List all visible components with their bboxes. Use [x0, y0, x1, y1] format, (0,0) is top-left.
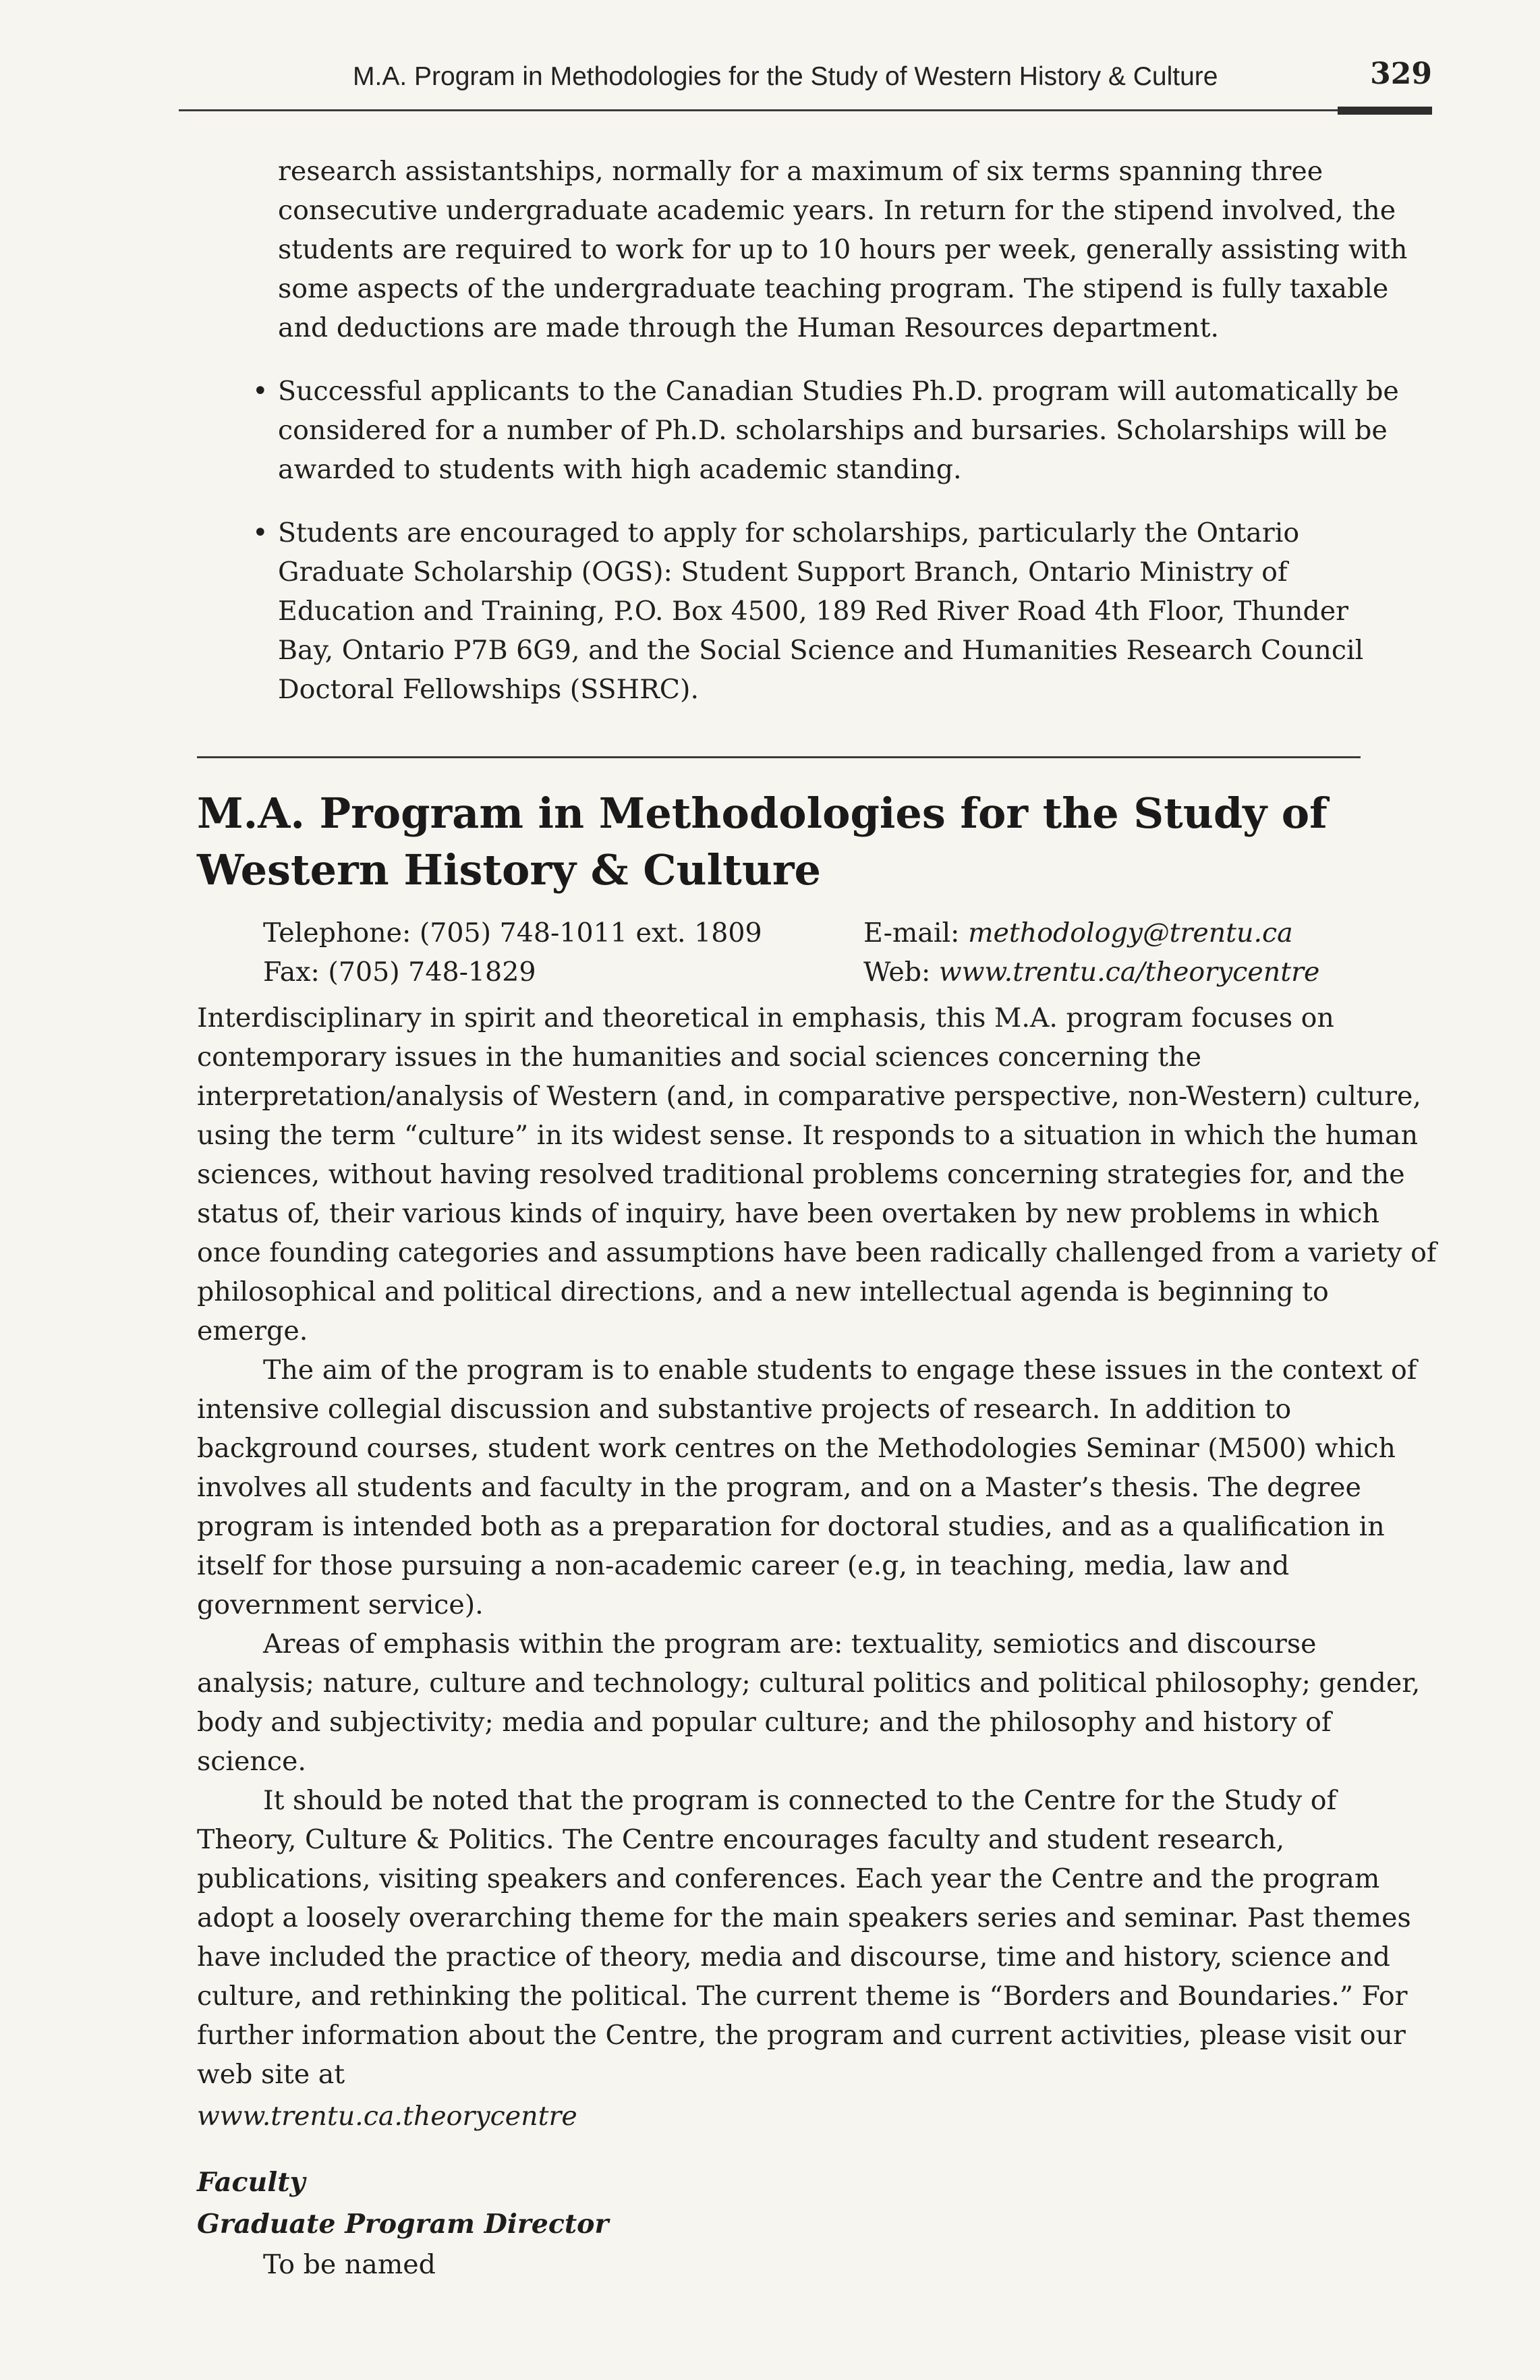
director-name: To be named: [263, 2249, 436, 2280]
email-label: E-mail:: [863, 917, 969, 948]
bullet-item: [197, 372, 1411, 489]
bullet-dot-icon: •: [252, 517, 268, 548]
telephone: Telephone: (705) 748-1011 ext. 1809: [263, 917, 762, 948]
bullet-text: Students are encouraged to apply for scholarships, particularly the Ontario Graduate Scholarship (OGS): Student Support Branch, Ontario Ministry of Education and Training, P.O. Box 4500, 189 Red River Road 4th Floor, Thunder Bay, Ontario P7B 6G9, and the Social Science and Humanities Research Council Doctoral Fellowships (SSHRC).: [278, 517, 1364, 705]
bullet-text: Successful applicants to the Canadian Studies Ph.D. program will automatically be considered for a number of Ph.D. scholarships and bursaries. Scholarships will be awarded to students with high academic standing.: [278, 376, 1399, 485]
section-title: M.A. Program in Methodologies for the Study of Western History & Culture: [197, 789, 1328, 895]
bullet-item: [197, 513, 1411, 709]
page-body: [197, 152, 1442, 2284]
email-line: [863, 913, 1442, 953]
web-label: Web:: [863, 957, 939, 988]
email-link[interactable]: methodology@trentu.ca: [968, 917, 1293, 948]
body-paragraph: It should be noted that the program is connected to the Centre for the Study of Theory, Culture & Politics. The Centre encourages faculty and student research, publications, visiting speakers and conferences. Each year the Centre and the program adopt a loosely overarching theme for the main speakers series and seminar. Past themes have included the practice of theory, media and discourse, time and history, science and culture, and rethinking the political. The current theme is “Borders and Boundaries.” For further information about the Centre, the program and current activities, please visit our web site at: [197, 1785, 1411, 2090]
running-header: [179, 57, 1432, 123]
web-link[interactable]: www.trentu.ca/theorycentre: [938, 957, 1320, 988]
running-title: M.A. Program in Methodologies for the Study of Western History & Culture: [353, 62, 1218, 91]
director-heading: Graduate Program Director: [197, 2209, 609, 2240]
section-divider: [197, 756, 1361, 758]
page-number: 329: [1370, 57, 1432, 91]
fax: Fax: (705) 748-1829: [263, 957, 536, 988]
body-paragraph: Interdisciplinary in spirit and theoretical in emphasis, this M.A. program focuses on contemporary issues in the humanities and social sciences concerning the interpretation/analysis of Western (and, in comparative perspective, non-Western) culture, using the term “culture” in its widest sense. It responds to a situation in which the human sciences, without having resolved traditional problems concerning strategies for, and the status of, their various kinds of inquiry, have been overtaken by new problems in which once founding categories and assumptions have been radically challenged from a variety of philosophical and political directions, and a new intellectual agenda is beginning to emerge.: [197, 1002, 1437, 1347]
contact-block: [197, 913, 1442, 992]
faculty-heading: Faculty: [197, 2167, 306, 2198]
web-line: [863, 953, 1442, 992]
bullet-dot-icon: •: [252, 376, 268, 407]
body-paragraph: Areas of emphasis within the program are: textuality, semiotics and discourse analysis; nature, culture and technology; cultural politics and political philosophy; gender, body and subjectivity; media and popular culture; and the philosophy and history of science.: [197, 1628, 1421, 1777]
header-rule-accent: [1338, 107, 1432, 115]
body-paragraph: The aim of the program is to enable students to engage these issues in the context of intensive collegial discussion and substantive projects of research. In addition to background courses, student work centres on the Methodologies Seminar (M500) which involves all students and faculty in the program, and on a Master’s thesis. The degree program is intended both as a preparation for doctoral studies, and as a qualification in itself for those pursuing a non-academic career (e.g, in teaching, media, law and government service).: [197, 1355, 1417, 1620]
header-rule: [179, 109, 1432, 111]
site-url-link[interactable]: www.trentu.ca.theorycentre: [197, 2101, 577, 2132]
continuation-paragraph: research assistantships, normally for a maximum of six terms spanning three consecutive undergraduate academic years. In return for the stipend involved, the students are required to work for up to 10 hours per week, generally assisting with some aspects of the undergraduate teaching program. The stipend is fully taxable and deductions are made through the Human Resources department.: [278, 156, 1408, 343]
